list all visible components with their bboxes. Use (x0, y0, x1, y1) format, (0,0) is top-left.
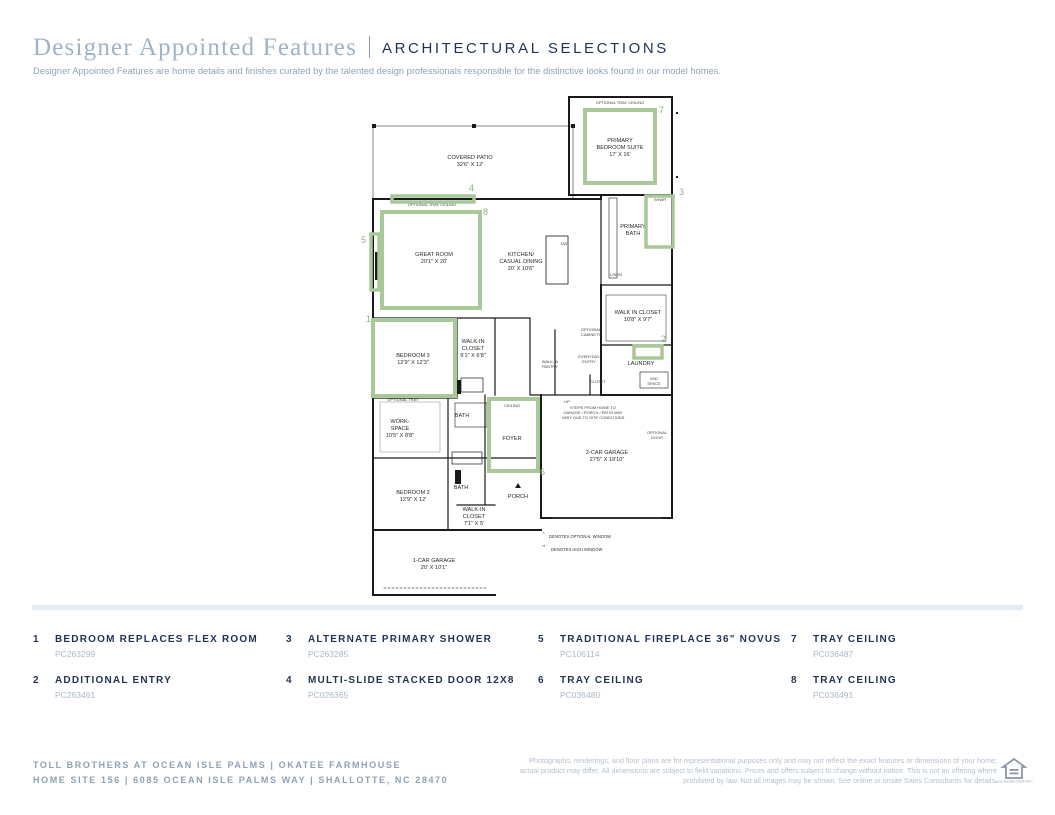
feature-code: PC036480 (560, 690, 601, 700)
feature-name: BEDROOM REPLACES FLEX ROOM (55, 634, 258, 645)
optional-cabinets: OPTIONAL (580, 327, 602, 332)
marker-2: 2 (661, 334, 667, 344)
intro-text: Designer Appointed Features are home details and finishes curated by the talented design professionals responsible for the distinctive looks found in our model homes. (33, 66, 721, 76)
legend-optional-window: DENOTES OPTIONAL WINDOW (549, 534, 611, 539)
community-line-2: HOME SITE 156 | 6085 OCEAN ISLE PALMS WAY | SHALLOTTE, NC 28470 (33, 775, 449, 785)
legal-disclaimer: Photographs, renderings, and floor plans are for representational purposes only and may not reflect the exact features or dimensions of your home; actual product may differ. All dimensions are subject to field variations. Prices and offers subject to change without notice. This is not an offering where prohibited by law. Not all images may be shown. See online or onsite Sales Consultants for details. (519, 756, 997, 785)
room-primary-bedroom: PRIMARY (607, 138, 633, 144)
floor-plan (355, 90, 695, 602)
legend-high-window: DENOTES HIGH WINDOW (551, 547, 603, 552)
room-primary-bedroom-dim: 17' X 16' (609, 152, 631, 158)
room-great-room: GREAT ROOM (415, 252, 453, 258)
steps-note-1: STEPS FROM HOME TO (570, 405, 616, 410)
optional-door: OPTIONAL (646, 430, 668, 435)
window-mark (676, 112, 678, 114)
room-walk-in-closet: WALK IN CLOSET (614, 310, 662, 316)
feature-name: TRADITIONAL FIREPLACE 36" NOVUS (560, 634, 782, 645)
foyer-ceiling: CEILING (503, 403, 521, 408)
appliance-dw: DW (560, 241, 568, 246)
room-workspace: WORK- (390, 419, 410, 425)
room-walkin-b3: WALK-IN (461, 339, 485, 345)
community-line-1: TOLL BROTHERS AT OCEAN ISLE PALMS | OKATEE FARMHOUSE (33, 760, 402, 770)
feature-number: 2 (33, 675, 39, 686)
room-walk-in-closet-dim: 10'8" X 9'7" (623, 317, 653, 323)
optional-cabinets-2: CABINETS (580, 332, 602, 337)
room-wd-2: SPACE (647, 381, 661, 386)
entry-arrow-icon (515, 483, 521, 488)
room-kitchen: KITCHEN/ (507, 252, 535, 258)
optional-tray-b3: OPTIONAL TRAY (387, 397, 419, 402)
room-kitchen-2: CASUAL DINING (499, 259, 543, 265)
feature-code: PC263299 (55, 649, 96, 659)
room-covered-patio: COVERED PATIO (447, 155, 493, 161)
feature-number: 1 (33, 634, 39, 645)
room-walkin-b2: WALK-IN (462, 507, 486, 513)
room-garage1: 1-CAR GARAGE (412, 558, 456, 564)
optional-tray-gr: OPTIONAL TRAY CEILING (407, 202, 457, 207)
feature-code: PC036487 (813, 649, 854, 659)
feature-code: PC036491 (813, 690, 854, 700)
room-walkin-b3-2: CLOSET (461, 346, 485, 352)
feature-code: PC263285 (308, 649, 349, 659)
feature-name: ADDITIONAL ENTRY (55, 675, 172, 686)
feature-name: TRAY CEILING (813, 675, 897, 686)
patio-post (472, 124, 476, 128)
highlight-6-tray-foyer (489, 399, 538, 471)
title-divider (369, 36, 370, 58)
page-subtitle: ARCHITECTURAL SELECTIONS (382, 40, 669, 57)
room-everyday-entry: EVERYDAY (578, 354, 600, 359)
room-everyday-entry-2: ENTRY (582, 359, 596, 364)
room-closet: CLOSET (589, 379, 607, 384)
feature-number: 8 (791, 675, 797, 686)
community-info (33, 758, 448, 788)
feature-number: 6 (538, 675, 544, 686)
room-great-room-dim: 20'1" X 20' (420, 259, 448, 265)
room-garage1-dim: 20' X 10'1" (420, 565, 448, 571)
marker-3: 3 (679, 187, 685, 197)
room-linen: LINEN (610, 272, 622, 277)
equal-housing-opportunity-icon (995, 757, 1033, 784)
marker-8: 8 (483, 207, 489, 217)
marker-1: 1 (366, 314, 372, 324)
feature-name: TRAY CEILING (813, 634, 897, 645)
feature-number: 3 (286, 634, 292, 645)
workspace-outline (380, 402, 440, 452)
room-primary-bath: PRIMARY (620, 224, 646, 230)
feature-name: ALTERNATE PRIMARY SHOWER (308, 634, 492, 645)
room-bath-upper: BATH (454, 413, 470, 419)
room-foyer: FOYER (502, 436, 522, 442)
room-bedroom2: BEDROOM 2 (396, 490, 430, 496)
primary-vanity (609, 198, 617, 278)
room-laundry: LAUNDRY (627, 361, 655, 367)
steps-note-2: GARAGE / PORCH / PATIO MAY (563, 410, 623, 415)
window-mark (676, 176, 678, 178)
steps-note-3: VARY DUE TO SITE CONDITIONS (561, 415, 625, 420)
room-wd: W/D (650, 376, 658, 381)
feature-name: MULTI-SLIDE STACKED DOOR 12X8 (308, 675, 515, 686)
marker-5: 5 (361, 235, 367, 245)
feature-number: 7 (791, 634, 797, 645)
page-title: Designer Appointed Features (33, 34, 358, 61)
room-kitchen-dim: 20' X 10'6" (507, 266, 535, 272)
room-pantry: WALK-IN (541, 359, 559, 364)
room-covered-patio-dim: 32'6" X 12' (456, 162, 484, 168)
patio-post (571, 124, 575, 128)
legend-high-window-mark: ** (542, 544, 546, 549)
bathtub-upper (461, 378, 483, 392)
page-header (33, 34, 669, 62)
room-bath-lower: BATH (453, 485, 469, 491)
room-primary-bedroom-2: BEDROOM SUITE (596, 145, 644, 151)
feature-number: 4 (286, 675, 292, 686)
highlight-2-entry (634, 346, 662, 358)
patio-post (372, 124, 376, 128)
optional-door-2: DOOR (651, 435, 663, 440)
room-primary-bath-2: BATH (625, 231, 641, 237)
room-shower: SHWR (653, 197, 667, 202)
feature-code: PC026365 (308, 690, 349, 700)
stair-up: UP (564, 399, 570, 404)
room-bedroom2-dim: 12'9" X 12' (399, 497, 427, 503)
feature-number: 5 (538, 634, 544, 645)
section-divider (32, 605, 1023, 610)
feature-code: PC106114 (560, 649, 600, 659)
feature-code: PC263461 (55, 690, 96, 700)
room-bedroom3: BEDROOM 3 (396, 353, 430, 359)
marker-4: 4 (469, 183, 475, 193)
eho-logo-text: EQUAL HOUSING OPPORTUNITY (995, 780, 1033, 784)
highlight-3-shower (646, 196, 673, 247)
room-garage2-dim: 27'5" X 19'10" (589, 457, 625, 463)
room-workspace-2: SPACE (390, 426, 410, 432)
wall-mass-2 (455, 470, 461, 484)
room-walkin-b3-dim: 9'1" X 6'8" (460, 353, 486, 359)
room-walkin-b2-dim: 7'1" X 5' (463, 521, 485, 527)
room-walkin-b2-2: CLOSET (462, 514, 486, 520)
marker-6: 6 (540, 467, 546, 477)
marker-7: 7 (659, 105, 665, 115)
room-pantry-2: PANTRY (542, 364, 558, 369)
room-workspace-dim: 10'5" X 8'8" (385, 433, 415, 439)
optional-tray-primary: OPTIONAL TRAY CEILING (595, 100, 645, 105)
legend-optional-window-mark: * (543, 531, 545, 536)
room-garage2: 2-CAR GARAGE (585, 450, 629, 456)
room-porch: PORCH (507, 494, 529, 500)
feature-name: TRAY CEILING (560, 675, 644, 686)
room-bedroom3-dim: 12'9" X 12'3" (397, 360, 429, 366)
